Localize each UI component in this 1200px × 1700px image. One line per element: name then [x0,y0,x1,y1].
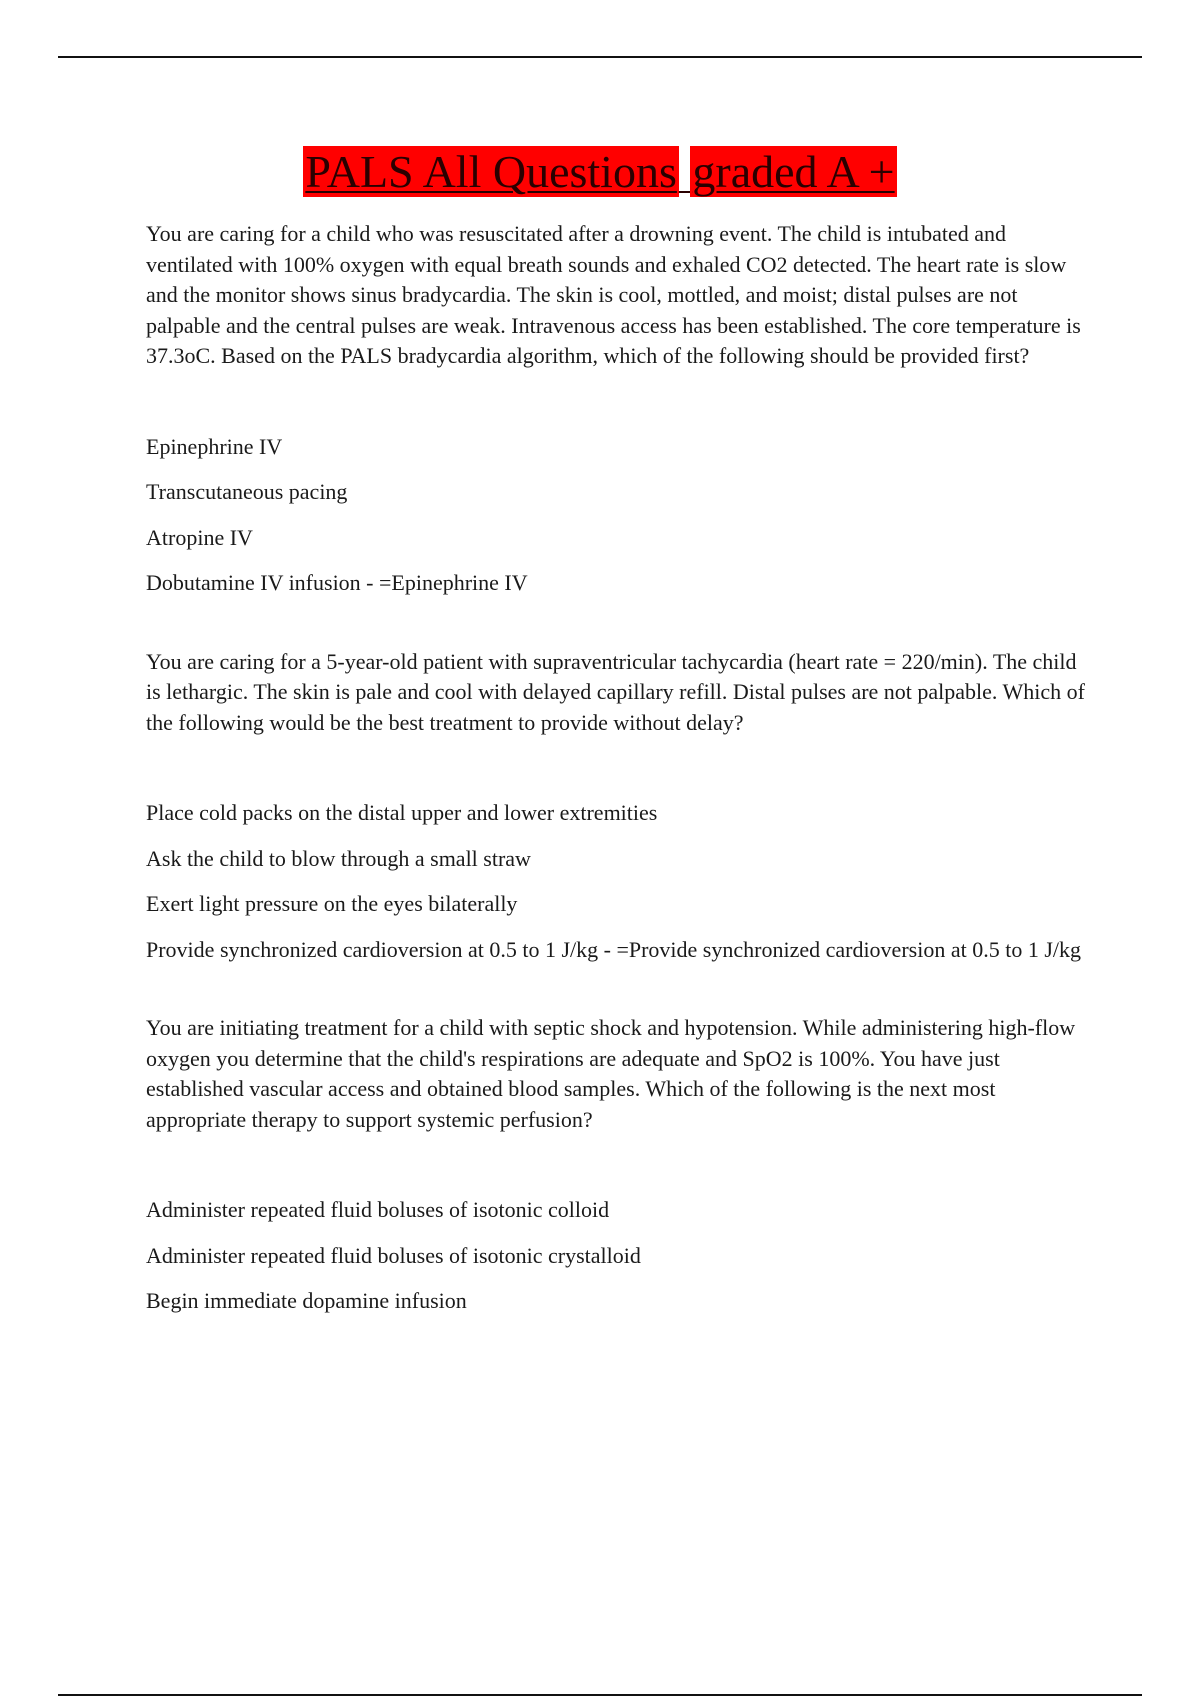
title-highlight-2: graded A + [692,146,895,197]
answer-options [146,432,1096,599]
question-block-2 [146,647,1096,966]
question-text: You are initiating treatment for a child with septic shock and hypotension. While administering high-flow oxygen you determine that the child's respirations are adequate and SpO2 is 100%. You have just established vascular access and obtained blood samples. Which of the following is the next most appropriate therapy to support systemic perfusion? [146,1015,1076,1132]
answer-option: Administer repeated fluid boluses of isotonic crystalloid [146,1242,641,1268]
answer-option: Transcutaneous pacing [146,479,348,504]
title-container [0,144,1200,200]
answer-options [146,1195,1096,1317]
document-body [146,219,1096,1365]
question-block-3 [146,1013,1096,1317]
answer-option: Place cold packs on the distal upper and lower extremities [146,800,658,825]
top-rule [58,56,1142,58]
document-title [303,144,896,200]
title-highlight-1: PALS All Questions [305,146,677,197]
answer-option: Begin immediate dopamine infusion [146,1288,467,1313]
answer-option: Dobutamine IV infusion - =Epinephrine IV [146,570,528,595]
question-text: You are caring for a 5-year-old patient with supraventricular tachycardia (heart rate = 220/min). The child is lethargic. The skin is pale and cool with delayed capillary refill. Distal pulses are not palpable. Which of the following would be the best treatment to provide without delay? [146,648,1086,735]
answer-option: Exert light pressure on the eyes bilaterally [146,891,518,916]
question-text: You are caring for a child who was resuscitated after a drowning event. The child is intubated and ventilated with 100% oxygen with equal breath sounds and exhaled CO2 detected. The heart rate is slow and the monitor shows sinus bradycardia. The skin is cool, mottled, and moist; distal pulses are not palpable and the central pulses are weak. Intravenous access has been established. The core temperature is 37.3oC. Based on the PALS bradycardia algorithm, which of the following should be provided first? [146,221,1081,368]
answer-options [146,798,1096,965]
answer-option: Epinephrine IV [146,433,283,459]
bottom-rule [58,1694,1142,1696]
answer-option: Administer repeated fluid boluses of isotonic colloid [146,1197,610,1222]
answer-option: Atropine IV [146,524,253,550]
question-block-1 [146,219,1096,599]
answer-option: Ask the child to blow through a small straw [146,845,531,871]
answer-option: Provide synchronized cardioversion at 0.5 to 1 J/kg - =Provide synchronized cardioversion at 0.5 to 1 J/kg [146,936,1081,962]
